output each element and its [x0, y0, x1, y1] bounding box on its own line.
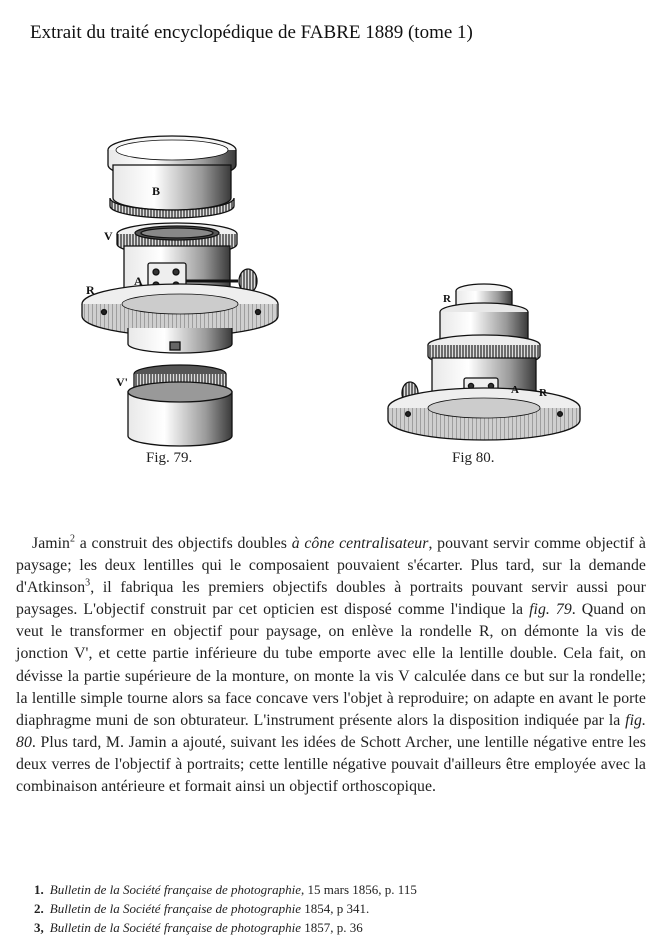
- fig-79-drawing: [82, 136, 278, 446]
- italic-term: à cône centralisateur: [291, 535, 429, 552]
- footnote-detail: , 15 mars 1856, p. 115: [301, 882, 417, 897]
- footnote-journal: Bulletin de la Société française de photographie: [49, 920, 302, 935]
- main-paragraph: [16, 533, 646, 798]
- text-run: . Quand on veut le transformer en objectif pour paysage, on enlève la rondelle R, on démonte la vis de jonction V', et cette partie inférieure du tube emporte avec elle la lentille double. Cela fait, on dévisse la partie supérieure de la monture, on monte la vis V calculée dans ce but sur la rondelle; la lentille simple tourne alors sa face concave vers l'objet à reproduire; on adapte en avant le porte diaphragme muni de son obturateur. L'instrument présente alors la disposition indiquée par la: [16, 601, 646, 729]
- footnote-ref-2: 2: [69, 533, 76, 545]
- fig79-label-b: B: [152, 184, 161, 198]
- fig80-label-r-right: R: [539, 387, 547, 399]
- footnote-number: 1.: [34, 882, 44, 897]
- footnote-1: [34, 880, 417, 899]
- fig79-label-v-prime: V': [116, 375, 128, 389]
- fig-80-drawing: [388, 284, 580, 440]
- text-run: , pouvant servir comme objectif à paysage; les deux lentilles qui le composaient pouvaient s'écarter. Plus tard, sur la demande d'Atkinson: [16, 535, 646, 597]
- text-run: . Plus tard, M. Jamin a ajouté, suivant les idées de Schott Archer, une lentille négative entre les deux verres de l'objectif à portraits; cette lentille négative pouvait d'ailleurs être employée avec la combinaison antérieure et formait ainsi un objectif orthoscopique.: [16, 733, 646, 796]
- footnote-3: [34, 918, 417, 937]
- cropped-text-edge: [0, 848, 655, 866]
- footnote-detail: 1857, p. 36: [301, 920, 363, 935]
- text-run: Jamin: [32, 535, 70, 552]
- fig79-flange-r: [82, 284, 278, 353]
- footnotes: [34, 880, 417, 937]
- fig80-label-r-top: R: [443, 293, 451, 305]
- footnote-detail: 1854, p 341.: [301, 901, 370, 916]
- fig-80-caption: Fig 80.: [452, 450, 495, 466]
- fig79-label-a: A: [134, 274, 143, 288]
- footnote-number: 3,: [34, 920, 44, 935]
- figure-ref-80: fig. 80: [16, 711, 646, 751]
- page-header: Extrait du traité encyclopédique de FABRE 1889 (tome 1): [30, 22, 473, 43]
- footnote-ref-3: 3: [85, 577, 91, 589]
- fig79-label-r: R: [86, 283, 95, 297]
- fig79-lower-v-prime: [128, 365, 232, 446]
- fig-79-caption: Fig. 79.: [146, 450, 193, 466]
- text-run: a construit des objectifs doubles: [75, 535, 292, 552]
- fig80-flange: [388, 388, 580, 440]
- text-run: , il fabriqua les premiers objectifs doubles à portraits pouvant servir aussi pour paysages. L'objectif construit par cet opticien est disposé comme l'indique la: [16, 579, 646, 619]
- footnote-journal: Bulletin de la Société française de photographie: [49, 882, 302, 897]
- fig79-cap: [108, 136, 236, 218]
- fig80-label-a: A: [511, 384, 519, 396]
- footnote-2: [34, 899, 417, 918]
- footnote-journal: Bulletin de la Société française de photographie: [49, 901, 302, 916]
- footnote-number: 2.: [34, 901, 44, 916]
- figure-ref-79: fig. 79: [529, 601, 572, 619]
- fig79-label-v: V: [104, 229, 113, 243]
